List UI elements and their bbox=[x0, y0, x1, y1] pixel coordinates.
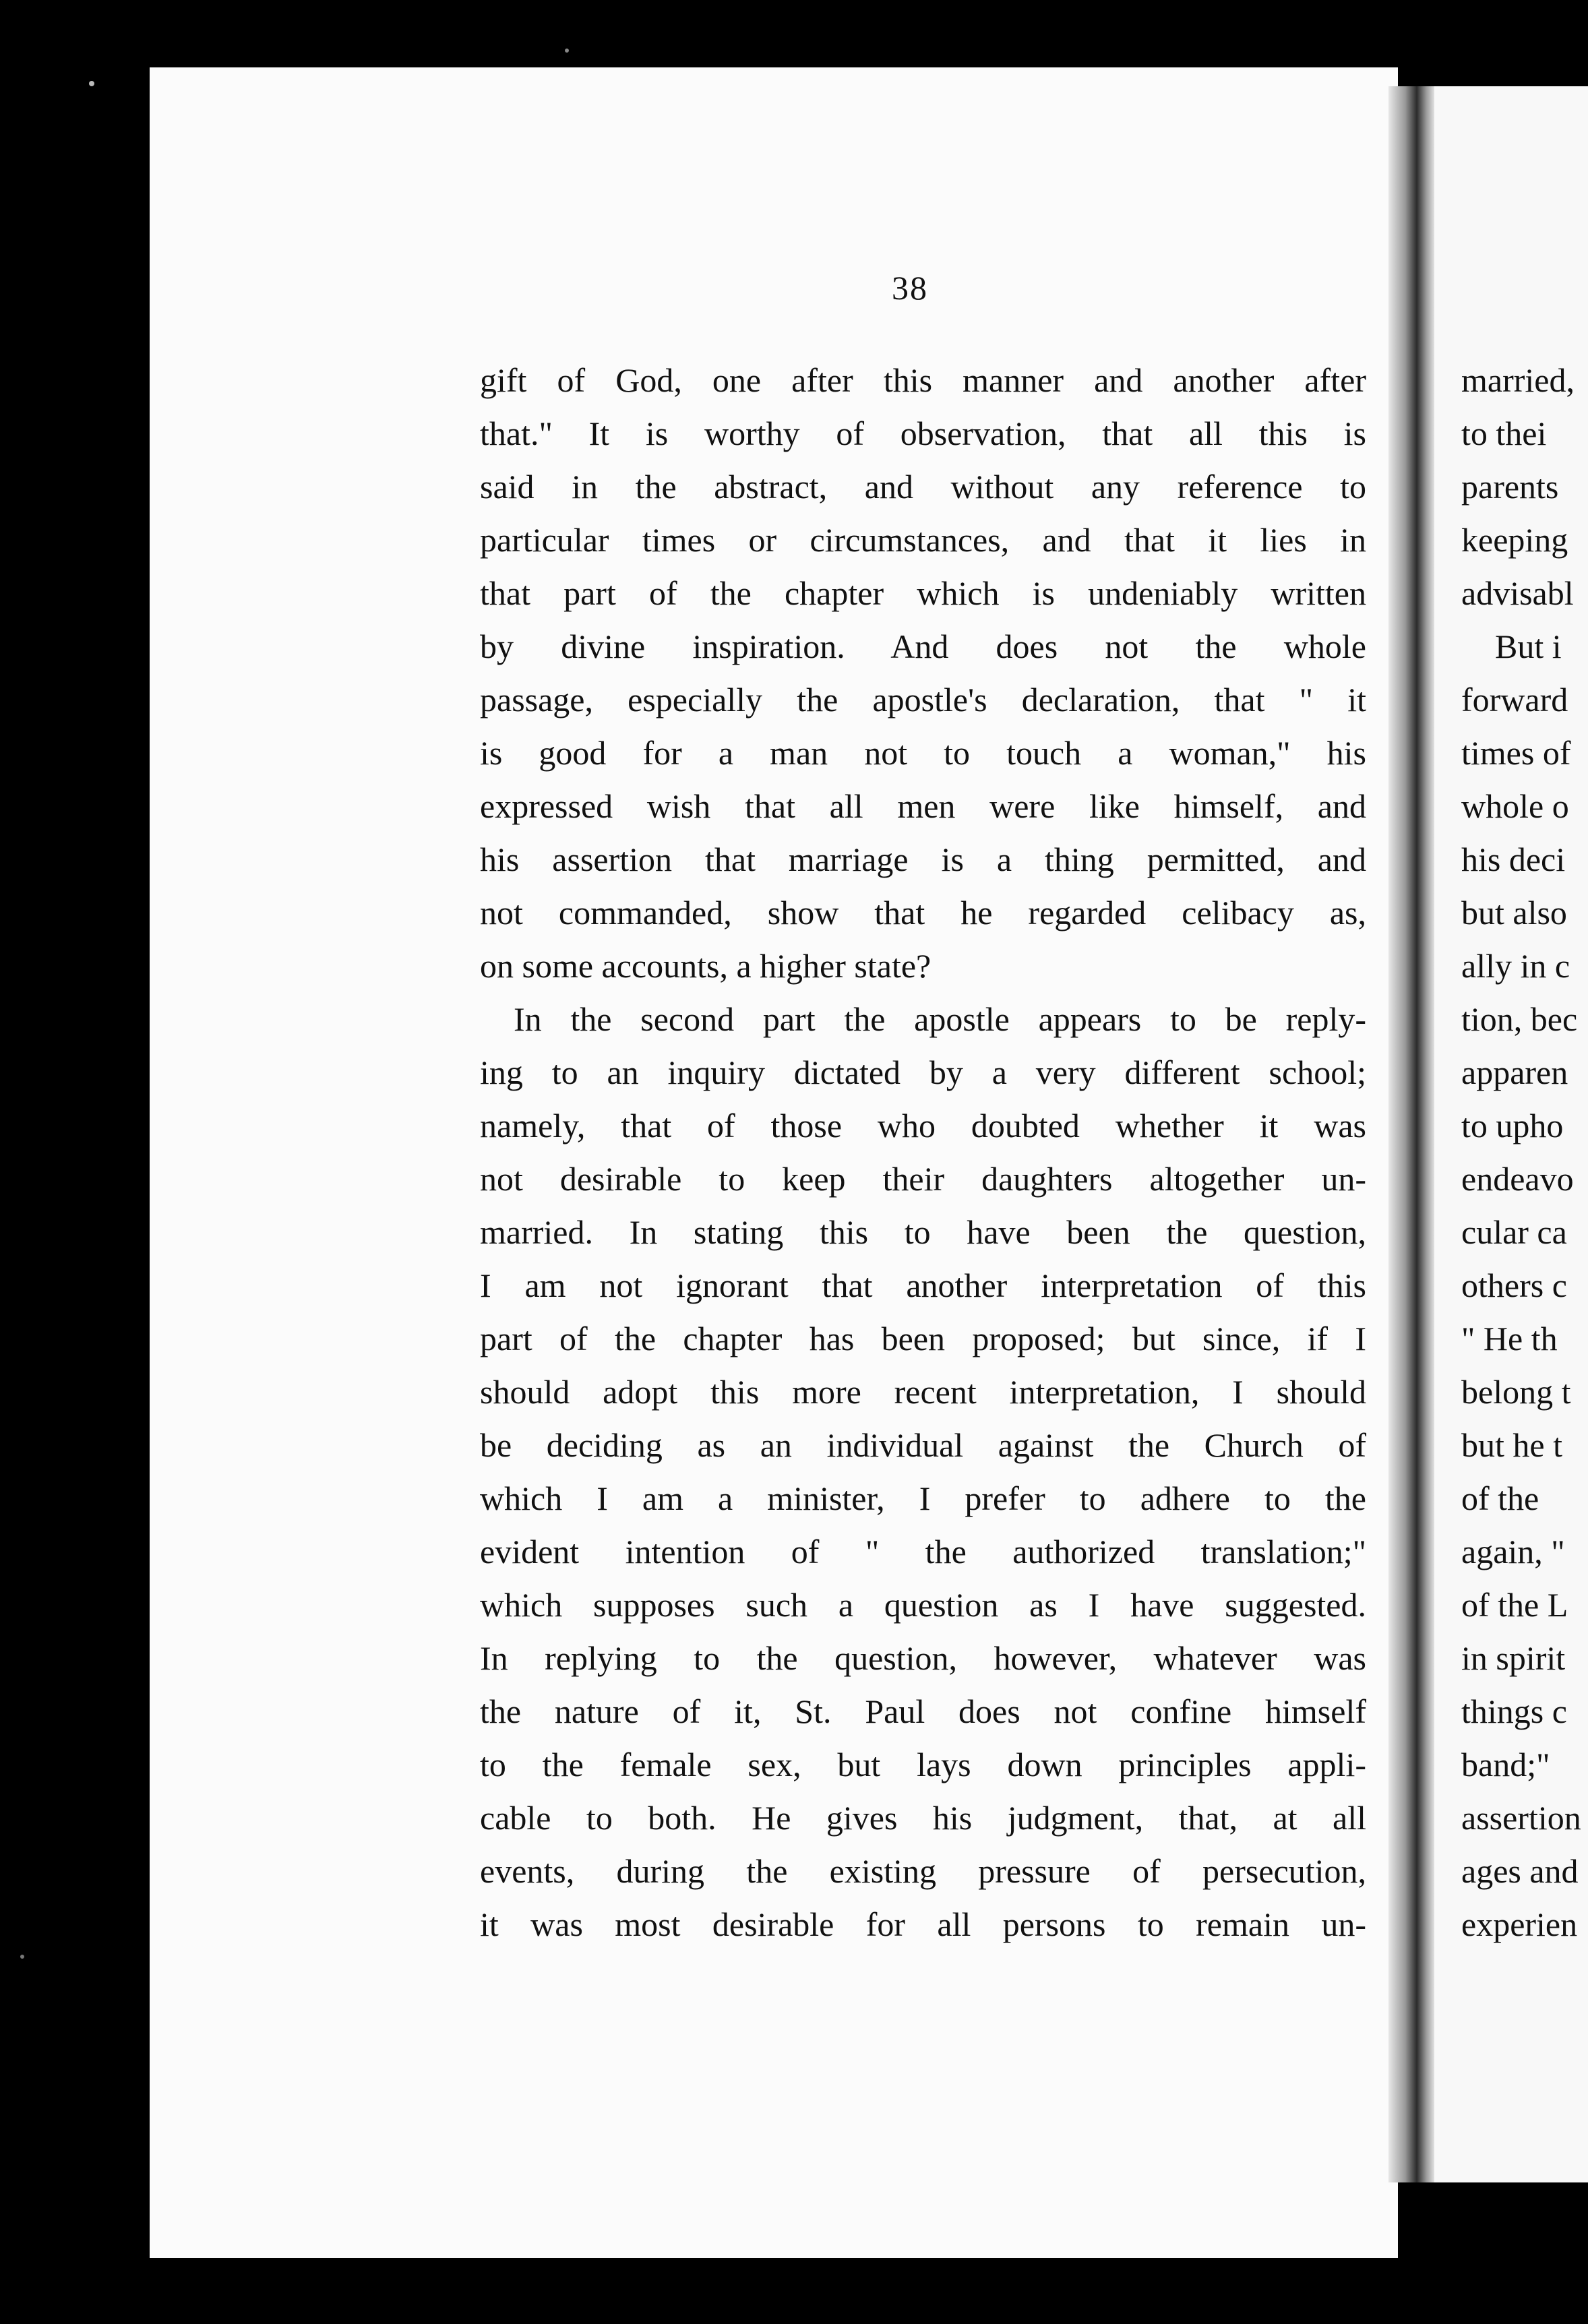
text-line: to upho bbox=[1461, 1107, 1564, 1144]
text-line: others c bbox=[1461, 1266, 1567, 1304]
text-line: the nature of it, St. Paul does not confine himself bbox=[480, 1692, 1366, 1730]
text-line: married. In stating this to have been the question, bbox=[480, 1213, 1366, 1251]
text-line: advisabl bbox=[1461, 574, 1574, 612]
text-line: events, during the existing pressure of persecution, bbox=[480, 1852, 1366, 1890]
text-line: assertion bbox=[1461, 1799, 1581, 1837]
text-line: parents bbox=[1461, 468, 1559, 506]
text-line: times of bbox=[1461, 734, 1571, 772]
text-line: endeavo bbox=[1461, 1160, 1574, 1198]
left-page-text bbox=[480, 354, 1366, 1951]
right-page-text bbox=[1461, 354, 1581, 1951]
dust-speck bbox=[89, 81, 94, 86]
text-line: which supposes such a question as I have suggested. bbox=[480, 1586, 1366, 1624]
text-line: ages and bbox=[1461, 1852, 1579, 1890]
text-line: expressed wish that all men were like himself, and bbox=[480, 787, 1366, 825]
page-gutter bbox=[1388, 86, 1436, 2182]
text-line: married, bbox=[1461, 361, 1575, 399]
text-line: ing to an inquiry dictated by a very different school; bbox=[480, 1053, 1366, 1091]
text-line: cable to both. He gives his judgment, that, at all bbox=[480, 1799, 1366, 1837]
text-line: namely, that of those who doubted whether it was bbox=[480, 1107, 1366, 1144]
text-line: apparen bbox=[1461, 1053, 1568, 1091]
text-line: by divine inspiration. And does not the whole bbox=[480, 628, 1366, 665]
text-line: passage, especially the apostle's declaration, that " it bbox=[480, 681, 1366, 718]
text-line: should adopt this more recent interpretation, I should bbox=[480, 1373, 1366, 1411]
text-line: to the female sex, but lays down principles appli- bbox=[480, 1746, 1366, 1783]
text-line: which I am a minister, I prefer to adhere to the bbox=[480, 1479, 1366, 1517]
text-line: ally in c bbox=[1461, 947, 1570, 985]
dust-speck bbox=[20, 1955, 24, 1959]
text-line: " He th bbox=[1461, 1320, 1558, 1357]
text-line: things c bbox=[1461, 1692, 1567, 1730]
text-line: gift of God, one after this manner and another after bbox=[480, 361, 1366, 399]
text-line: forward bbox=[1461, 681, 1568, 718]
text-line: In the second part the apostle appears to be reply- bbox=[514, 1000, 1366, 1038]
text-line: belong t bbox=[1461, 1373, 1571, 1411]
text-line: whole o bbox=[1461, 787, 1569, 825]
text-line: but also bbox=[1461, 894, 1567, 931]
text-line: In replying to the question, however, whatever was bbox=[480, 1639, 1366, 1677]
text-line: not commanded, show that he regarded celibacy as, bbox=[480, 894, 1366, 931]
text-line: particular times or circumstances, and that it lies in bbox=[480, 521, 1366, 559]
text-line: keeping bbox=[1461, 521, 1568, 559]
text-line: of the L bbox=[1461, 1586, 1568, 1624]
text-line: in spirit bbox=[1461, 1639, 1566, 1677]
text-line: said in the abstract, and without any reference to bbox=[480, 468, 1366, 506]
text-line: on some accounts, a higher state? bbox=[480, 947, 932, 985]
text-line: band;" bbox=[1461, 1746, 1550, 1783]
text-line: I am not ignorant that another interpretation of this bbox=[480, 1266, 1366, 1304]
text-line: his deci bbox=[1461, 840, 1566, 878]
text-line: evident intention of " the authorized translation;" bbox=[480, 1533, 1366, 1570]
text-line: it was most desirable for all persons to remain un- bbox=[480, 1905, 1366, 1943]
dust-speck bbox=[565, 49, 569, 53]
text-line: of the bbox=[1461, 1479, 1539, 1517]
text-line: cular ca bbox=[1461, 1213, 1567, 1251]
text-line: part of the chapter has been proposed; but since, if I bbox=[480, 1320, 1366, 1357]
text-line: not desirable to keep their daughters altogether un- bbox=[480, 1160, 1366, 1198]
text-line: his assertion that marriage is a thing permitted, and bbox=[480, 840, 1366, 878]
page-number: 38 bbox=[892, 269, 928, 307]
text-line: is good for a man not to touch a woman," his bbox=[480, 734, 1366, 772]
text-line: that." It is worthy of observation, that all this is bbox=[480, 415, 1366, 452]
text-line: again, " bbox=[1461, 1533, 1565, 1570]
text-line: to thei bbox=[1461, 415, 1547, 452]
text-line: But i bbox=[1495, 628, 1562, 665]
text-line: experien bbox=[1461, 1905, 1578, 1943]
text-line: be deciding as an individual against the Church of bbox=[480, 1426, 1366, 1464]
text-line: that part of the chapter which is undeniably written bbox=[480, 574, 1366, 612]
text-line: tion, bec bbox=[1461, 1000, 1578, 1038]
text-line: but he t bbox=[1461, 1426, 1562, 1464]
